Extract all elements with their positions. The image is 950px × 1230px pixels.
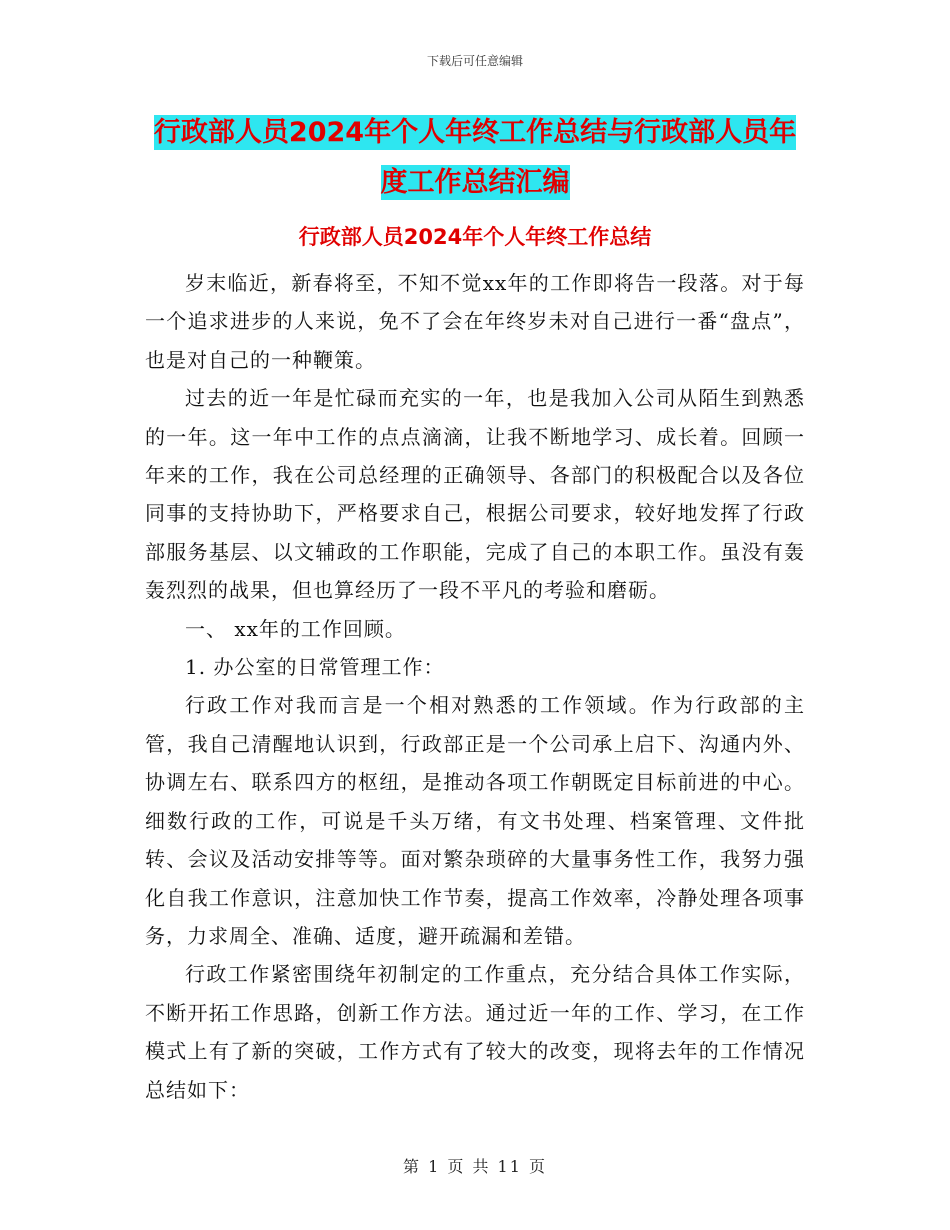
document-body: [145, 264, 805, 1109]
document-title: [0, 108, 950, 208]
title-line-1: 行政部人员2024年个人年终工作总结与行政部人员年: [153, 117, 797, 148]
title-line-2: 度工作总结汇编: [380, 167, 570, 198]
page-footer: 第 1 页 共 11 页: [403, 1157, 547, 1176]
paragraph: 行政工作紧密围绕年初制定的工作重点，充分结合具体工作实际，不断开拓工作思路，创新工作方法。通过近一年的工作、学习，在工作模式上有了新的突破，工作方式有了较大的改变，现将去年的工作情况总结如下：: [145, 962, 805, 1102]
page-header-note: 下载后可任意编辑: [426, 54, 523, 68]
section-title: 行政部人员2024年个人年终工作总结: [298, 225, 652, 249]
paragraph: 过去的近一年是忙碌而充实的一年，也是我加入公司从陌生到熟悉的一年。这一年中工作的点点滴滴，让我不断地学习、成长着。回顾一年来的工作，我在公司总经理的正确领导、各部门的积极配合以及各位同事的支持协助下，严格要求自己，根据公司要求，较好地发挥了行政部服务基层、以文辅政的工作职能，完成了自己的本职工作。虽没有轰轰烈烈的战果，但也算经历了一段不平凡的考验和磨砺。: [145, 386, 805, 603]
paragraph: 行政工作对我而言是一个相对熟悉的工作领域。作为行政部的主管，我自己清醒地认识到，行政部正是一个公司承上启下、沟通内外、协调左右、联系四方的枢纽，是推动各项工作朝既定目标前进的中心。细数行政的工作，可说是千头万绪，有文书处理、档案管理、文件批转、会议及活动安排等等。面对繁杂琐碎的大量事务性工作，我努力强化自我工作意识，注意加快工作节奏，提高工作效率，冷静处理各项事务，力求周全、准确、适度，避开疏漏和差错。: [145, 693, 805, 948]
section-heading: 一、 xx年的工作回顾。: [185, 616, 406, 641]
subsection-heading: 1. 办公室的日常管理工作：: [185, 655, 445, 680]
paragraph: 岁末临近，新春将至，不知不觉xx年的工作即将告一段落。对于每一个追求进步的人来说，免不了会在年终岁未对自己进行一番“盘点”，也是对自己的一种鞭策。: [145, 271, 805, 372]
